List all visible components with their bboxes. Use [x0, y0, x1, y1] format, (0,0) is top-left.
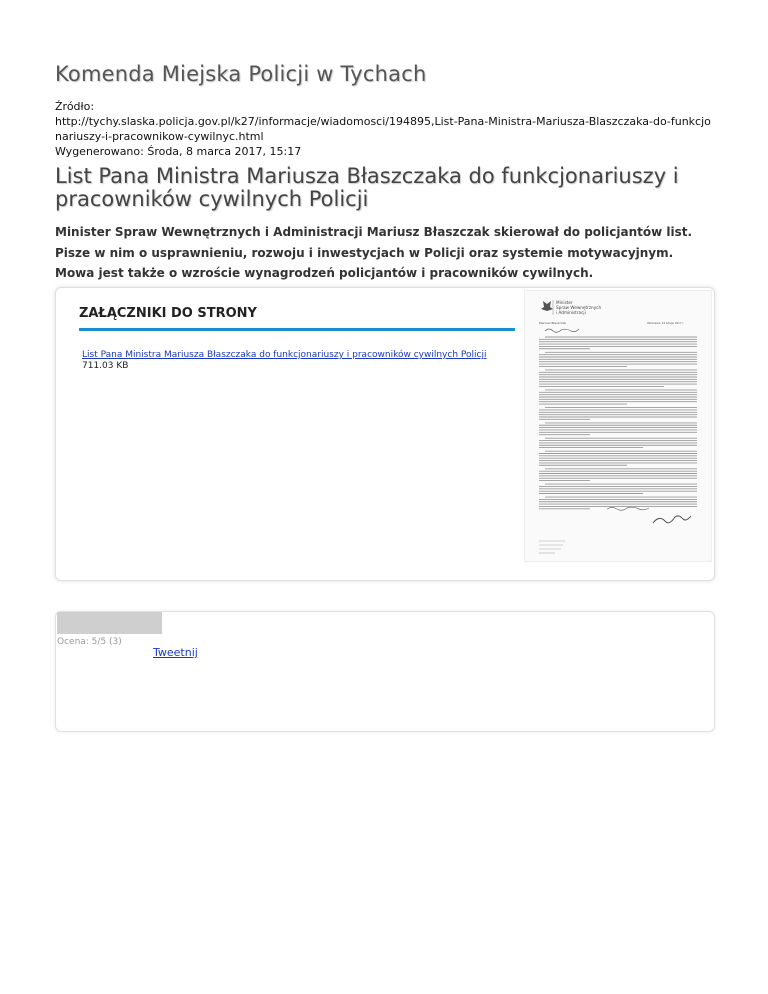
- document-thumbnail[interactable]: [524, 290, 712, 562]
- source-info: [55, 99, 715, 159]
- attachments-header: ZAŁĄCZNIKI DO STRONY: [79, 306, 515, 331]
- rating-panel: [55, 611, 715, 732]
- attachment-size: 711.03 KB: [82, 361, 129, 371]
- source-url: http://tychy.slaska.policja.gov.pl/k27/informacje/wiadomosci/194895,List-Pana-Ministra-Mariusza-Blaszczaka-do-funkcjonariuszy-i-pracownikow-cywilnyc.html: [55, 115, 711, 143]
- tweet-button[interactable]: Tweetnij: [153, 646, 198, 659]
- svg-text:Minister: Minister: [556, 300, 573, 305]
- rating-widget[interactable]: [57, 612, 162, 634]
- rating-text: Ocena: 5/5 (3): [57, 637, 122, 647]
- svg-text:Warszawa, 24 lutego 2017 r.: Warszawa, 24 lutego 2017 r.: [647, 322, 684, 325]
- article-lead: Minister Spraw Wewnętrznych i Administracji Mariusz Błaszczak skierował do policjantów list. Pisze w nim o usprawnieniu, rozwoju i inwestycjach w Policji oraz systemie motywacyjnym. Mowa jest także o wzroście wynagrodzeń policjantów i pracowników cywilnych.: [55, 225, 693, 280]
- attachment-link[interactable]: List Pana Ministra Mariusza Błaszczaka do funkcjonariuszy i pracowników cywilnych Policji: [82, 350, 487, 360]
- svg-text:Mariusz Błaszczak: Mariusz Błaszczak: [539, 321, 567, 325]
- article-title: List Pana Ministra Mariusza Błaszczaka do funkcjonariuszy i pracowników cywilnych Policji: [55, 164, 679, 211]
- generated-date: Wygenerowano: Środa, 8 marca 2017, 15:17: [55, 145, 302, 158]
- attachments-panel: [55, 287, 715, 581]
- svg-text:Spraw Wewnętrznych: Spraw Wewnętrznych: [556, 305, 602, 310]
- site-title: Komenda Miejska Policji w Tychach: [55, 62, 427, 86]
- document-thumbnail-image: [525, 291, 711, 561]
- source-label: Źródło:: [55, 100, 95, 113]
- svg-text:i Administracji: i Administracji: [556, 310, 586, 315]
